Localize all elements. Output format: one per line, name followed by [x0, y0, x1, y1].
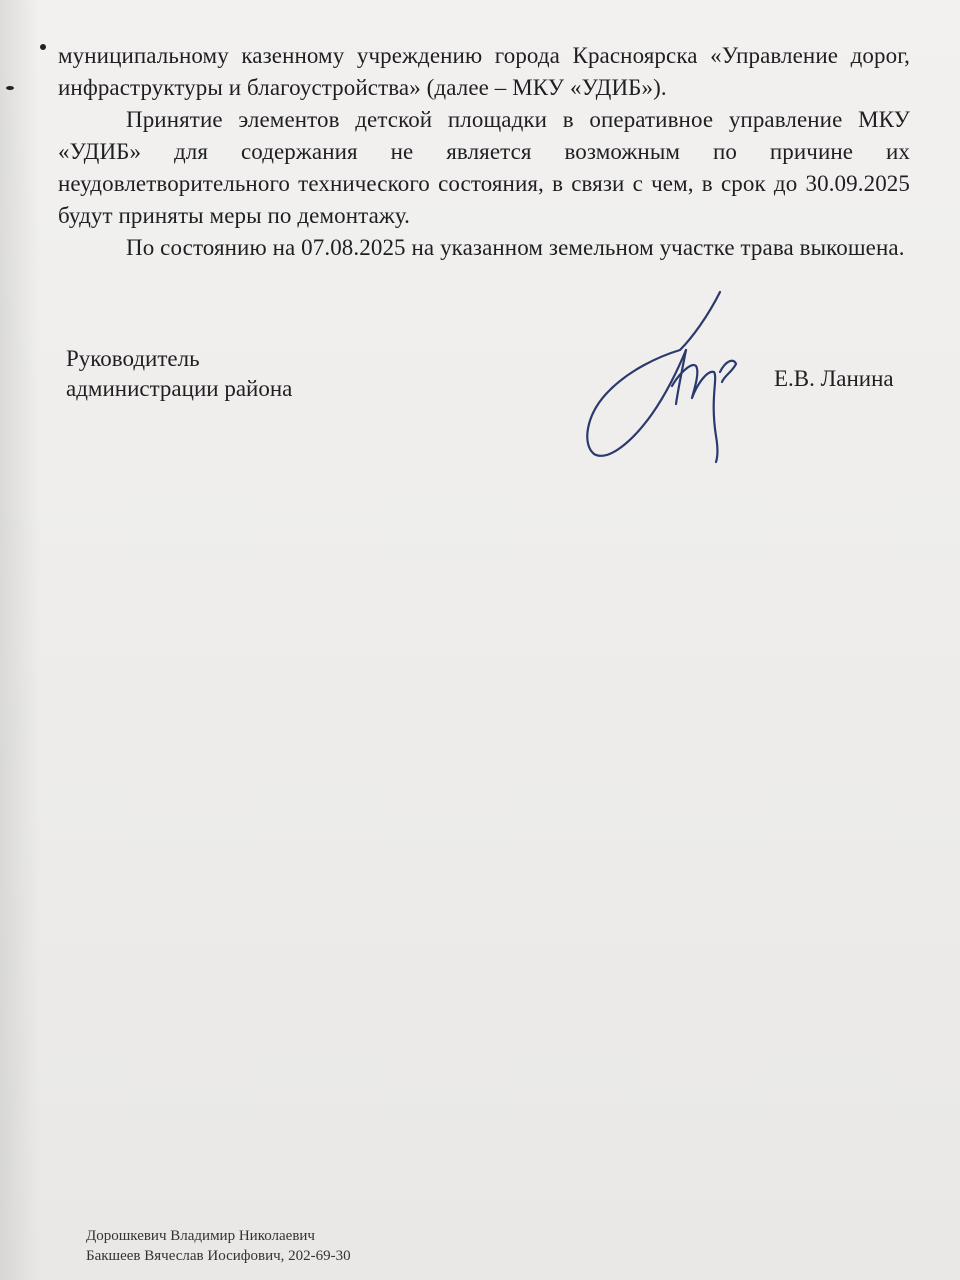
paragraph-continuation: муниципальному казенному учреждению города Красноярска «Управление дорог, инфраструктуры и благоустройства» (далее – МКУ «УДИБ»).: [58, 43, 910, 100]
signatory-title: [66, 344, 292, 404]
signature-stroke: [720, 361, 736, 382]
signature-stroke: [672, 365, 718, 462]
signatory-name: Е.В. Ланина: [774, 366, 894, 391]
handwritten-signature: [580, 286, 760, 466]
executor-footer: [86, 1226, 351, 1266]
signatory-title-line1: Руководитель: [66, 346, 200, 371]
executor-line2: Бакшеев Вячеслав Иосифович, 202-69-30: [86, 1248, 351, 1264]
letter-body: [58, 40, 910, 264]
page-shadow: [0, 0, 40, 1280]
executor-line1: Дорошкевич Владимир Николаевич: [86, 1228, 315, 1244]
binding-mark: [40, 44, 46, 50]
signature-stroke: [587, 292, 720, 456]
signatory-title-line2: администрации района: [66, 376, 293, 401]
binding-mark: [6, 86, 14, 90]
paragraph-playground: Принятие элементов детской площадки в оперативное управление МКУ «УДИБ» для содержания не является возможным по причине их неудовлетворительного технического состояния, в связи с чем, в срок до 30.09.2025 будут приняты меры по демонтажу.: [58, 107, 910, 228]
paragraph-grass: По состоянию на 07.08.2025 на указанном земельном участке трава выкошена.: [126, 235, 905, 260]
